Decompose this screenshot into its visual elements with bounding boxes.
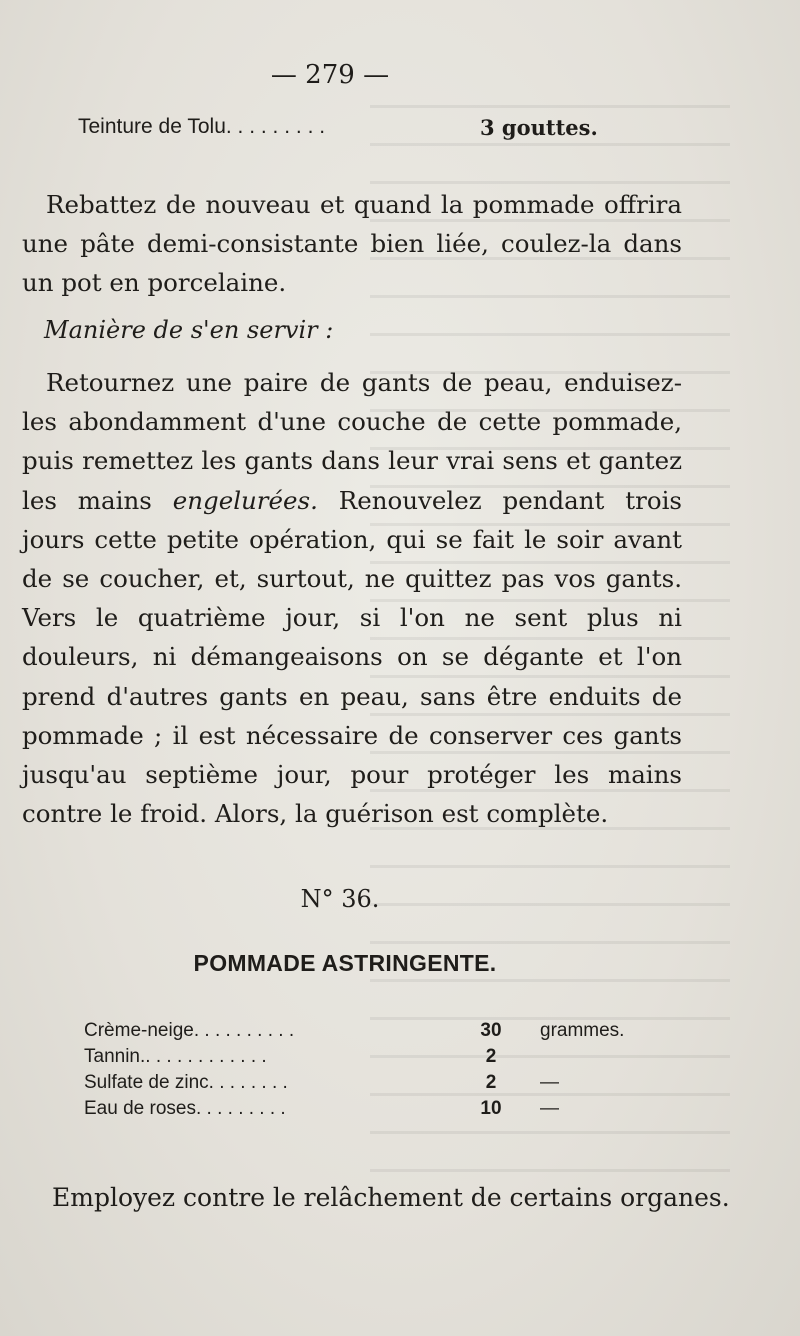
ingredient-name: Sulfate de zinc. . . . . . . . [84,1072,288,1093]
recipe-title: POMMADE ASTRINGENTE. [193,950,497,976]
ingredient-row [84,1072,624,1098]
paragraph-usage-instructions [22,363,682,833]
tolu-ingredient-name: Teinture de Tolu. . . . . . . . . [78,115,326,138]
ingredient-unit: — [540,1072,559,1093]
recipe-number: N° 36. [300,885,380,913]
tolu-ingredient-quantity: 3 gouttes. [480,115,598,140]
ingredient-name: Tannin.. . . . . . . . . . . . [84,1046,267,1067]
ingredient-amount: 30 [480,1020,502,1041]
ingredient-amount: 2 [485,1072,497,1093]
ingredient-row [84,1098,624,1124]
ingredient-amount: 2 [485,1046,497,1067]
ingredient-unit: grammes. [540,1020,625,1041]
paragraph-pouring-instructions: Rebattez de nouveau et quand la pommade offrira une pâte demi-consistante bien liée, coulez-la dans un pot en porcelaine. [22,190,682,298]
usage-text-part2: Renouvelez pendant trois jours cette petite opération, qui se fait le soir avant de se coucher, et, surtout, ne quittez pas vos gants. Vers le quatrième jour, si l'on ne sent plus ni douleurs, ni démangeaisons on se dégante et l'on prend d'autres gants en peau, sans être enduits de pommade ; il est nécessaire de conserver ces gants jusqu'au septième jour, pour protéger les mains contre le froid. Alors, la guérison est complète. [22,485,683,829]
ingredient-amount: 10 [480,1098,502,1119]
ingredient-name: Crème-neige. . . . . . . . . . [84,1020,295,1041]
ingredient-name: Eau de roses. . . . . . . . . [84,1098,286,1119]
usage-heading: Manière de s'en servir : [44,316,334,344]
tolu-ingredient-line [78,115,598,140]
usage-italic-word: engelurées. [172,485,318,515]
closing-line: Employez contre le relâchement de certains organes. [52,1183,730,1212]
page-number: — 279 — [270,60,390,90]
ingredient-row [84,1046,624,1072]
ingredients-list [84,1020,624,1124]
usage-text-part1: Retournez une paire de gants de peau, enduisez-les abondamment d'une couche de cette pommade, puis remettez les gants dans leur vrai sens et gantez les mains [22,368,682,515]
ingredient-unit: — [540,1098,559,1119]
ingredient-row [84,1020,624,1046]
